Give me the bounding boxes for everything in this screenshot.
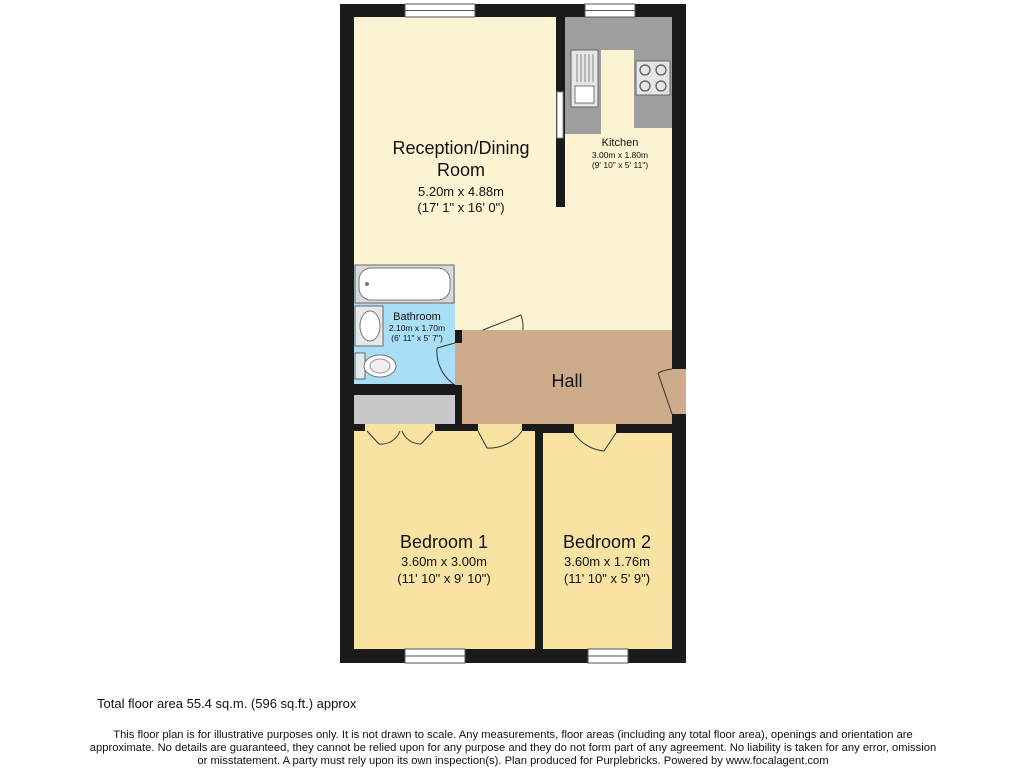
kitchen-title: Kitchen	[601, 137, 639, 149]
hall-opening	[462, 330, 672, 337]
bedroom2-title: Bedroom 2	[562, 532, 652, 552]
disclaimer: This floor plan is for illustrative purposes only. It is not drawn to scale. Any measurements, floor areas (including any total floor area), openings and orientation are approximate. No details are guaranteed, they cannot be relied upon for any purpose and they do not form part of any agreement. No liability is taken for any error, omission or misstatement. A party must rely upon its own inspection(s). Plan produced for Purplebricks. Powered by www.focalagent.com	[89, 729, 937, 767]
entrance-door-gap	[672, 369, 686, 414]
kitchen-metric: 3.00m x 1.80m	[591, 150, 649, 160]
bedroom1-imperial: (11' 10" x 9' 10")	[397, 571, 491, 586]
bathroom-imperial: (6' 11" x 5' 7")	[391, 333, 443, 343]
window-icon	[588, 649, 628, 663]
hatch	[557, 92, 563, 138]
reception-title-2: Room	[436, 160, 486, 180]
bedroom1-title: Bedroom 1	[399, 532, 489, 552]
cupboard-floor	[354, 395, 455, 424]
window-icon	[585, 4, 635, 17]
bathroom-door-gap	[455, 343, 462, 385]
kitchen-opening	[556, 207, 672, 211]
bedroom2-door-gap	[574, 424, 616, 433]
reception-floor-lower	[462, 207, 672, 330]
total-floor-area: Total floor area 55.4 sq.m. (596 sq.ft.) approx	[97, 696, 357, 711]
wardrobe-door-gap	[365, 424, 435, 431]
bath-icon	[355, 265, 454, 303]
bedroom2-imperial: (11' 10" x 5' 9")	[563, 571, 651, 586]
window-icon	[405, 4, 475, 17]
bathroom-metric: 2.10m x 1.70m	[388, 323, 446, 333]
bedroom2-metric: 3.60m x 1.76m	[564, 554, 650, 569]
hob-icon	[636, 61, 670, 95]
reception-imperial: (17' 1" x 16' 0")	[417, 200, 505, 215]
toilet-icon	[355, 353, 396, 379]
washbasin-icon	[355, 306, 383, 346]
bedroom1-door-gap	[478, 424, 522, 431]
reception-metric: 5.20m x 4.88m	[418, 184, 504, 199]
kitchen-imperial: (9' 10" x 5' 11")	[591, 160, 649, 170]
bedroom1-metric: 3.60m x 3.00m	[401, 554, 487, 569]
sink-icon	[571, 50, 598, 107]
bathroom-title: Bathroom	[393, 311, 441, 323]
hall-title: Hall	[551, 371, 583, 391]
reception-title-1: Reception/Dining	[392, 138, 530, 158]
window-icon	[405, 649, 465, 663]
